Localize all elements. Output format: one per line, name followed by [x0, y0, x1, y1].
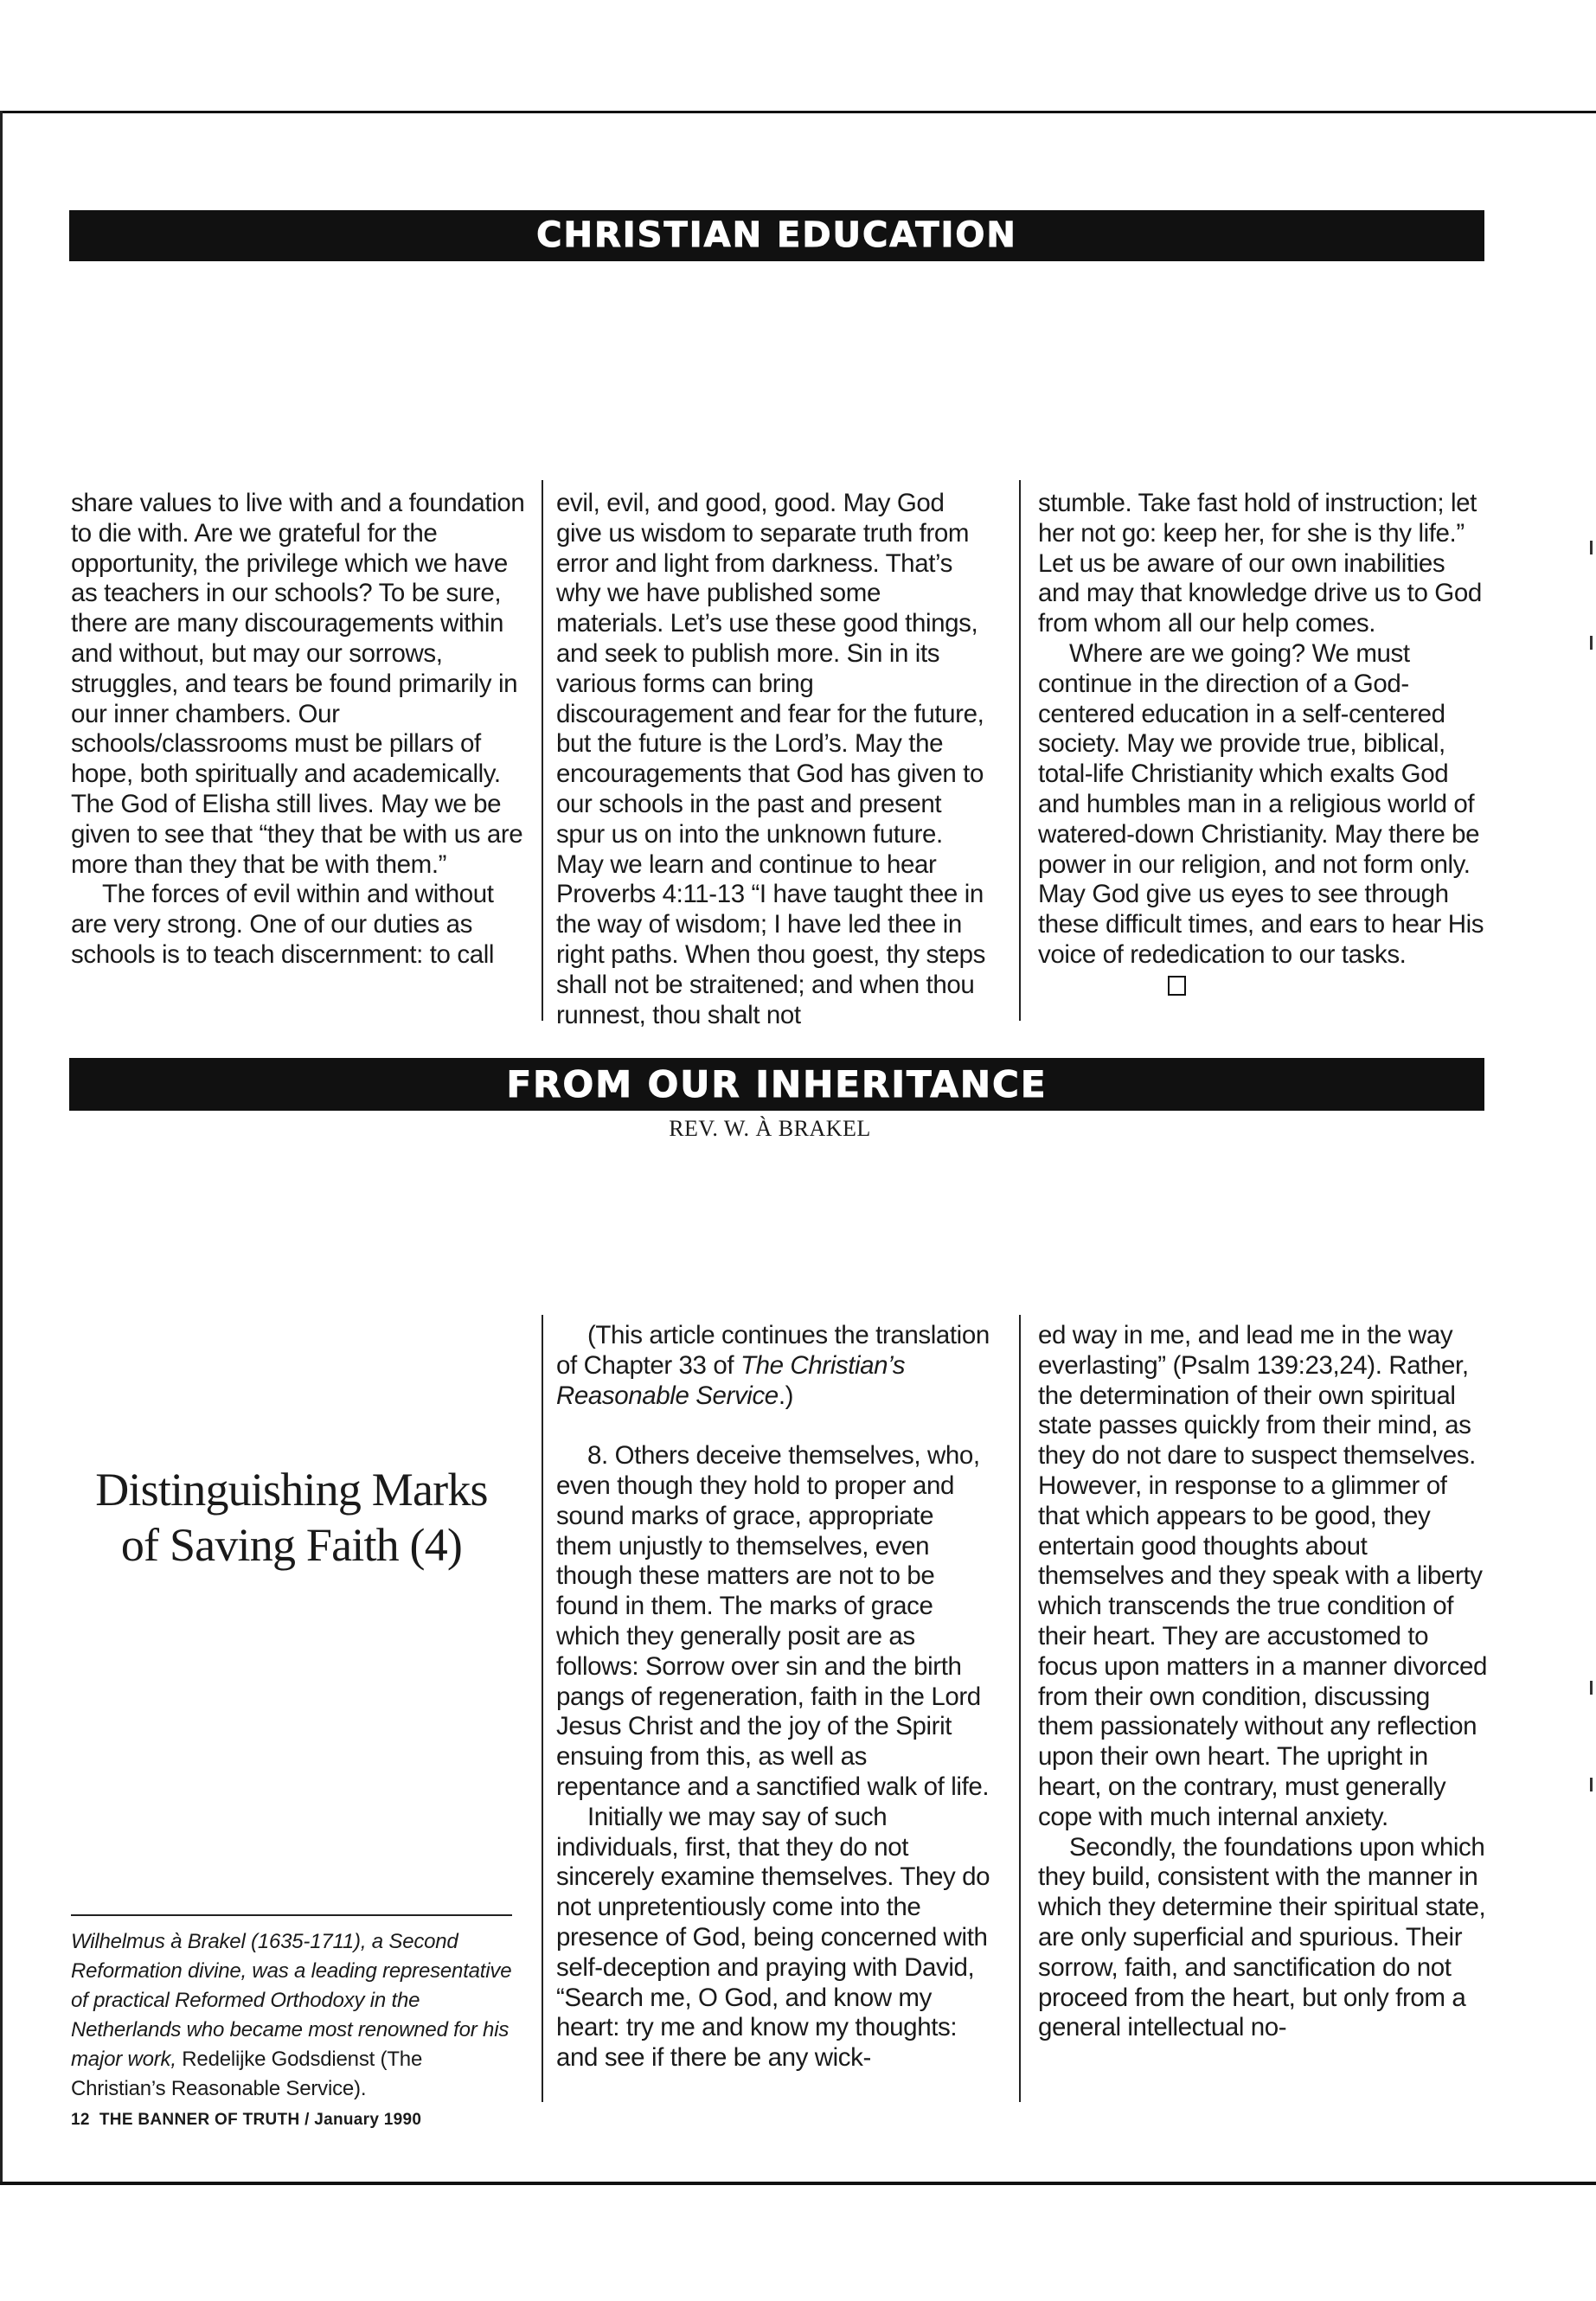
bottom-rule: [0, 2182, 1596, 2185]
section-banner-christian-education: CHRISTIAN EDUCATION: [69, 210, 1484, 261]
article-column-3: [1038, 1321, 1488, 2043]
scan-mark: [1590, 1778, 1593, 1791]
left-page-edge: [0, 111, 3, 2184]
education-column-2: [556, 489, 993, 1030]
education-column-1: [71, 489, 529, 971]
column-divider: [542, 1315, 543, 2102]
book-title: The Christian’s Reasonable Service: [556, 1350, 906, 1410]
paragraph: [1038, 639, 1488, 1001]
author-byline: REV. W. À BRAKEL: [669, 1116, 871, 1141]
article-title: [71, 1462, 512, 1573]
intro-text: (This article continues the translation of Chapter 33 of: [556, 1321, 990, 1380]
author-bio-roman: Redelijke Godsdienst (The Christian’s Reasonable Service).: [71, 2048, 423, 2100]
intro-paragraph: [556, 1321, 993, 1411]
section-banner-from-our-inheritance: FROM OUR INHERITANCE: [69, 1058, 1484, 1111]
author-bio: [71, 1927, 521, 2104]
column-divider: [1019, 480, 1021, 1021]
page-number: 12: [71, 2111, 90, 2129]
article-title-line-2: of Saving Faith (4): [120, 1519, 463, 1571]
scan-mark: [1590, 541, 1593, 554]
publication-name: THE BANNER OF TRUTH: [99, 2111, 300, 2129]
column-divider: [542, 480, 543, 1021]
paragraph-text: Where are we going? We must continue in the direction of a God-centered education in a self-centered society. May we provide true, biblical, total-life Christianity which exalts God and humbles man in a religious world of watered-down Christianity. May there be power in our religion, and not form only. May God give us eyes to see through these difficult times, and ears to hear His voice of rededication to our tasks.: [1038, 638, 1484, 969]
issue-date: January 1990: [314, 2111, 422, 2129]
bio-rule: [71, 1914, 512, 1916]
education-column-3: [1038, 489, 1488, 1001]
end-of-article-icon: [1168, 976, 1186, 996]
paragraph: Secondly, the foundations upon which they build, consistent with the manner in which they determine their spiritual state, are only superficial and spurious. Their sorrow, faith, and sanctification do not proceed from the heart, but only from a general intellectual no-: [1038, 1832, 1486, 2042]
article-title-line-1: Distinguishing Marks: [95, 1464, 488, 1516]
column-divider: [1019, 1315, 1021, 2102]
page-footer: [71, 2111, 421, 2130]
paragraph: evil, evil, and good, good. May God give us wisdom to separate truth from error and light from darkness. That’s why we have published some materials. Let’s use these good things, and seek to publish more. Sin in its various forms can bring discouragement and fear for the future, but the future is the Lord’s. May the encouragements that God has given to our schools in the past and present spur us on into the unknown future. May we learn and continue to hear Proverbs 4:11-13 “I have taught thee in the way of wisdom; I have led thee in right paths. When thou goest, thy steps shall not be straitened; and when thou runnest, thou shalt not: [556, 489, 986, 1029]
paragraph: Initially we may say of such individuals, first, that they do not sincerely examine themselves. They do not unpretentiously come into the presence of God, being concerned with self-deception and praying with David, “Search me, O God, and know my heart: try me and know my thoughts: and see if there be any wick-: [556, 1802, 990, 2073]
top-rule: [0, 111, 1596, 113]
intro-end: .): [778, 1381, 794, 1410]
article-column-2: [556, 1321, 993, 2073]
scan-mark: [1590, 1681, 1593, 1695]
scan-mark: [1590, 636, 1593, 650]
paragraph: ed way in me, and lead me in the way everlasting” (Psalm 139:23,24). Rather, the determination of their own spiritual state passes quickly from their mind, as they do not dare to suspect themselves. However, in response to a glimmer of that which appears to be good, they entertain good thoughts about themselves and they speak with a liberty which transcends the true condition of their heart. They are accustomed to focus upon matters in a manner divorced from their own condition, discussing them passionately without any reflection upon their own heart. The upright in heart, on the contrary, must generally cope with much internal anxiety.: [1038, 1321, 1487, 1831]
paragraph: share values to live with and a foundation to die with. Are we grateful for the opportunity, the privilege which we have as teachers in our schools? To be sure, there are many discouragements within and without, but may our sorrows, struggles, and tears be found primarily in our inner chambers. Our schools/classrooms must be pillars of hope, both spiritually and academically. The God of Elisha still lives. May we be given to see that “they that be with us are more than they that be with them.”: [71, 489, 525, 879]
paragraph: The forces of evil within and without are very strong. One of our duties as schools is to teach discernment: to call: [71, 880, 495, 969]
footer-separator: /: [299, 2111, 315, 2129]
author-bio-italic: Wilhelmus à Brakel (1635-1711), a Second Reformation divine, was a leading representative of practical Reformed Orthodoxy in the Netherlands who became most renowned for his major work,: [71, 1930, 512, 2071]
paragraph: 8. Others deceive themselves, who, even though they hold to proper and sound marks of grace, appropriate them unjustly to themselves, even though these matters are not to be found in them. The marks of grace which they generally posit are as follows: Sorrow over sin and the birth pangs of regeneration, faith in the Lord Jesus Christ and the joy of the Spirit ensuing from this, as well as repentance and a sanctified walk of life.: [556, 1441, 990, 1801]
paragraph: stumble. Take fast hold of instruction; let her not go: keep her, for she is thy life.” Let us be aware of our own inabilities and may that knowledge drive us to God from whom all our help comes.: [1038, 489, 1482, 638]
